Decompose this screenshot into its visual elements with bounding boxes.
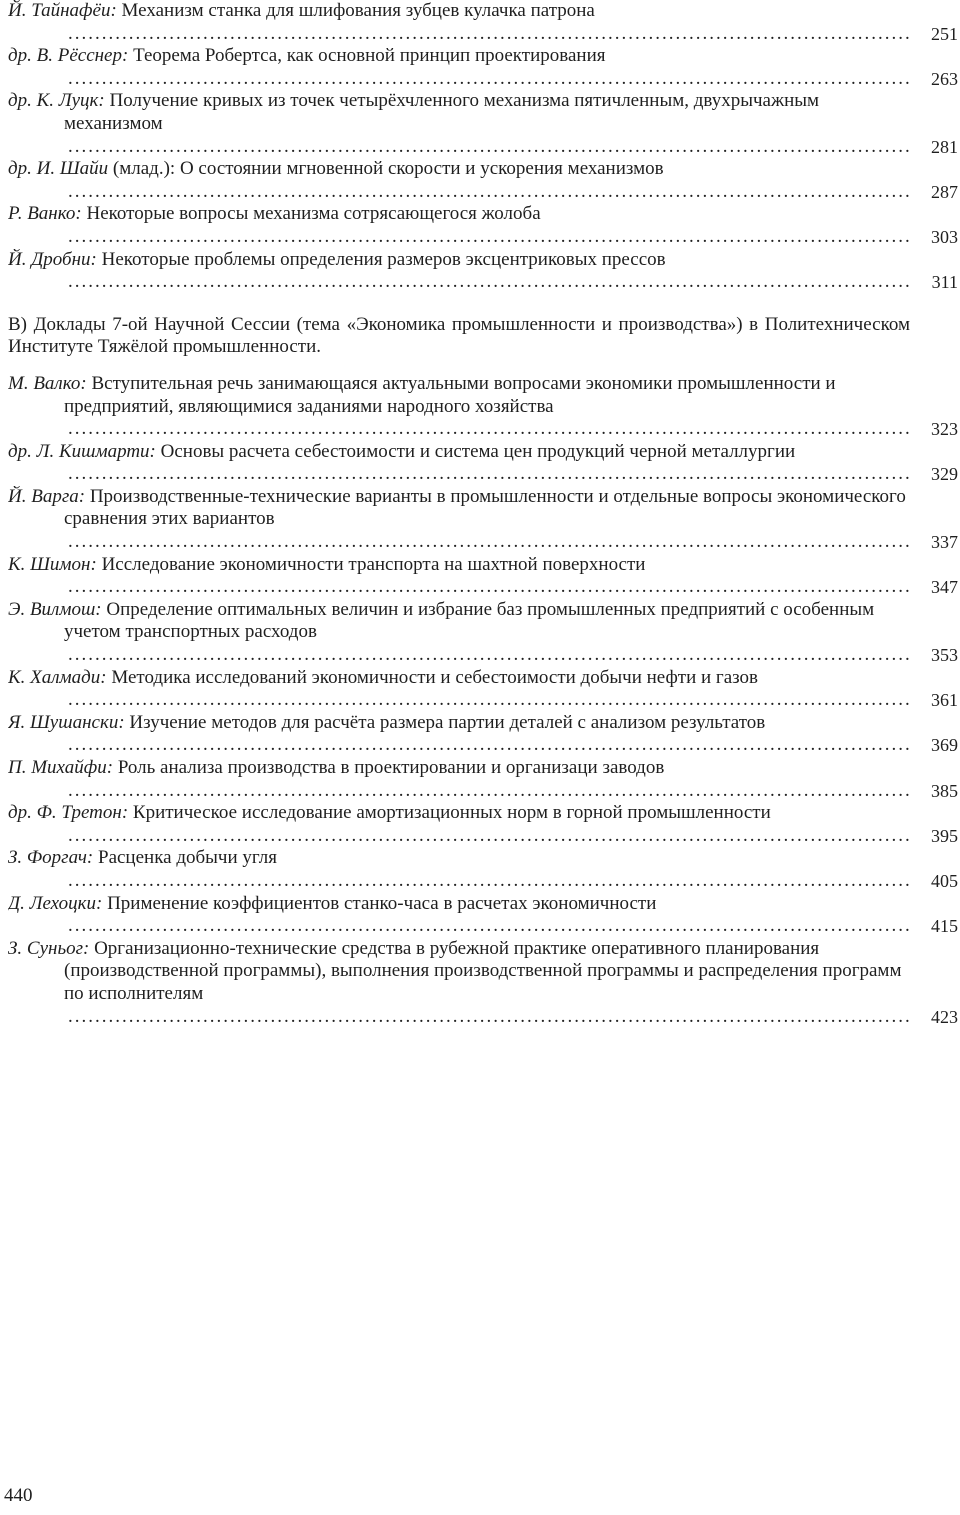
- toc-entry-body: [8, 373, 922, 441]
- toc-title: Определение оптимальных величин и избрание баз промышленных предприятий с особенным учетом транспортных расходов: [64, 598, 875, 643]
- toc-entry: [8, 90, 958, 158]
- toc-page-number: 287: [931, 181, 958, 202]
- toc-page-number: 263: [931, 68, 958, 89]
- toc-leader-dots: .............................................................................................................................: [68, 463, 912, 485]
- toc-title: Получение кривых из точек четырёхчленного механизма пятичленным, двухрычажным механизмом: [64, 90, 820, 134]
- toc-title: Организационно-технические средства в рубежной практике оперативного планирования (производственной программы), выполнения производственной программы и распределения программ по исполнителям: [64, 937, 902, 1004]
- toc-author: З. Форгач:: [8, 847, 94, 869]
- toc-page-number: 395: [931, 825, 958, 846]
- toc-entry: [8, 667, 958, 712]
- toc-entry: [8, 45, 958, 90]
- toc-leader-dots: .............................................................................................................................: [68, 418, 912, 440]
- toc-entry-body: [8, 0, 922, 45]
- toc-leader-dots: .............................................................................................................................: [68, 180, 912, 202]
- toc-page-number: 405: [931, 870, 958, 891]
- toc-entry-body: [8, 757, 922, 802]
- toc-author: К. Шимон:: [8, 553, 97, 575]
- toc-page-number: 347: [931, 577, 958, 598]
- toc-leader-dots: .............................................................................................................................: [68, 689, 912, 711]
- toc-title: Механизм станка для шлифования зубцев кулачка патрона: [121, 0, 595, 21]
- toc-author: П. Михайфи:: [8, 757, 114, 778]
- toc-leader-dots: .............................................................................................................................: [68, 824, 912, 846]
- toc-leader-dots: .............................................................................................................................: [68, 915, 912, 937]
- toc-author: др. К. Луцк:: [8, 90, 105, 112]
- toc-author: др. И. Шайи: [8, 158, 109, 180]
- toc-entry: [8, 373, 958, 441]
- toc-page-number: 415: [931, 916, 958, 937]
- toc-leader-dots: .............................................................................................................................: [68, 22, 912, 44]
- toc-list-section-b: [8, 373, 958, 1028]
- toc-title: Вступительная речь занимающаяся актуальными вопросами экономики промышленности и предприятий, являющимися заданиями народного хозяйства: [64, 372, 836, 417]
- toc-leader-dots: .............................................................................................................................: [68, 734, 912, 756]
- toc-entry: [8, 554, 958, 599]
- toc-title: Изучение методов для расчёта размера партии деталей с анализом результатов: [129, 711, 766, 733]
- toc-author: Я. Шушански:: [8, 711, 125, 733]
- toc-title: Основы расчета себестоимости и система цен продукций черной металлургии: [160, 440, 796, 462]
- toc-author: др. В. Рёсснер:: [8, 45, 129, 67]
- toc-leader-dots: .............................................................................................................................: [68, 779, 912, 801]
- toc-entry: [8, 599, 958, 667]
- toc-entry: [8, 847, 958, 892]
- toc-entry: [8, 893, 958, 938]
- toc-entry: [8, 203, 958, 248]
- toc-leader-dots: .............................................................................................................................: [68, 576, 912, 598]
- toc-page-number: 329: [931, 464, 958, 485]
- toc-author: З. Суньог:: [8, 937, 90, 959]
- toc-title: Критическое исследование амортизационных норм в горной промышленности: [132, 802, 771, 824]
- toc-page-number: 303: [931, 226, 958, 247]
- toc-page-number: 353: [931, 645, 958, 666]
- toc-entry: [8, 757, 958, 802]
- toc-entry-body: [8, 893, 922, 938]
- toc-entry-body: [8, 599, 922, 667]
- toc-entry: [8, 938, 958, 1028]
- toc-entry: [8, 249, 958, 294]
- toc-title: Производственные-технические варианты в промышленности и отдельные вопросы экономического сравнения этих вариантов: [64, 485, 906, 530]
- toc-entry-body: [8, 554, 922, 599]
- toc-leader-dots: .............................................................................................................................: [68, 271, 912, 293]
- toc-leader-dots: .............................................................................................................................: [68, 869, 912, 891]
- toc-entry-body: [8, 938, 922, 1028]
- toc-page-number: 251: [931, 23, 958, 44]
- toc-author: Й. Варга:: [8, 485, 86, 507]
- toc-list-section-a: [8, 0, 958, 294]
- toc-entry: [8, 486, 958, 554]
- toc-title: Теорема Робертса, как основной принцип проектирования: [133, 45, 606, 67]
- toc-entry-body: [8, 802, 922, 847]
- toc-entry: [8, 158, 958, 203]
- toc-leader-dots: .............................................................................................................................: [68, 1005, 912, 1027]
- toc-page-number: 385: [931, 780, 958, 801]
- toc-leader-dots: .............................................................................................................................: [68, 135, 912, 157]
- toc-entry-body: [8, 712, 922, 757]
- toc-page-number: 369: [931, 735, 958, 756]
- toc-author: Д. Лехоцки:: [8, 892, 103, 914]
- toc-entry-body: [8, 441, 922, 486]
- toc-title: Некоторые проблемы определения размеров эксцентриковых прессов: [101, 248, 666, 270]
- toc-page: [8, 0, 958, 1028]
- toc-title: Исследование экономичности транспорта на шахтной поверхности: [101, 553, 646, 575]
- toc-leader-dots: .............................................................................................................................: [68, 644, 912, 666]
- toc-entry-body: [8, 203, 922, 248]
- toc-entry: [8, 712, 958, 757]
- toc-entry-body: [8, 667, 922, 712]
- toc-author: Й. Дробни:: [8, 248, 97, 270]
- toc-title: Расценка добычи угля: [98, 847, 277, 869]
- toc-entry-body: [8, 158, 922, 203]
- toc-author: др. Л. Кишмарти:: [8, 440, 156, 462]
- toc-page-number: 423: [931, 1006, 958, 1027]
- toc-entry: [8, 441, 958, 486]
- toc-title: Роль анализа производства в проектировании и организаци заводов: [117, 757, 665, 778]
- toc-page-number: 361: [931, 690, 958, 711]
- toc-page-number: 323: [931, 419, 958, 440]
- toc-author: К. Халмади:: [8, 666, 107, 688]
- toc-page-number: 311: [931, 272, 958, 293]
- toc-entry: [8, 0, 958, 45]
- page-number: 440: [4, 1485, 33, 1506]
- toc-author: Э. Вилмош:: [8, 598, 102, 620]
- toc-title: (млад.): О состоянии мгновенной скорости и ускорения механизмов: [112, 158, 664, 180]
- toc-entry-body: [8, 847, 922, 892]
- toc-entry: [8, 802, 958, 847]
- toc-entry-body: [8, 249, 922, 294]
- toc-title: Применение коэффициентов станко-часа в расчетах экономичности: [107, 892, 657, 914]
- toc-title: Некоторые вопросы механизма сотрясающегося жолоба: [86, 203, 541, 225]
- toc-leader-dots: .............................................................................................................................: [68, 67, 912, 89]
- toc-author: Й. Тайнафёи:: [8, 0, 117, 21]
- toc-leader-dots: .............................................................................................................................: [68, 531, 912, 553]
- toc-author: М. Валко:: [8, 372, 87, 394]
- toc-title: Методика исследований экономичности и себестоимости добычи нефти и газов: [111, 666, 759, 688]
- toc-entry-body: [8, 45, 922, 90]
- toc-entry-body: [8, 90, 922, 158]
- toc-author: др. Ф. Третон:: [8, 802, 129, 824]
- toc-entry-body: [8, 486, 922, 554]
- toc-leader-dots: .............................................................................................................................: [68, 225, 912, 247]
- toc-author: Р. Ванко:: [8, 203, 82, 225]
- toc-page-number: 337: [931, 532, 958, 553]
- toc-page-number: 281: [931, 136, 958, 157]
- section-heading: В) Доклады 7-ой Научной Сессии (тема «Экономика промышленности и производства») в Политехническом Институте Тяжёлой промышленности.: [8, 313, 910, 358]
